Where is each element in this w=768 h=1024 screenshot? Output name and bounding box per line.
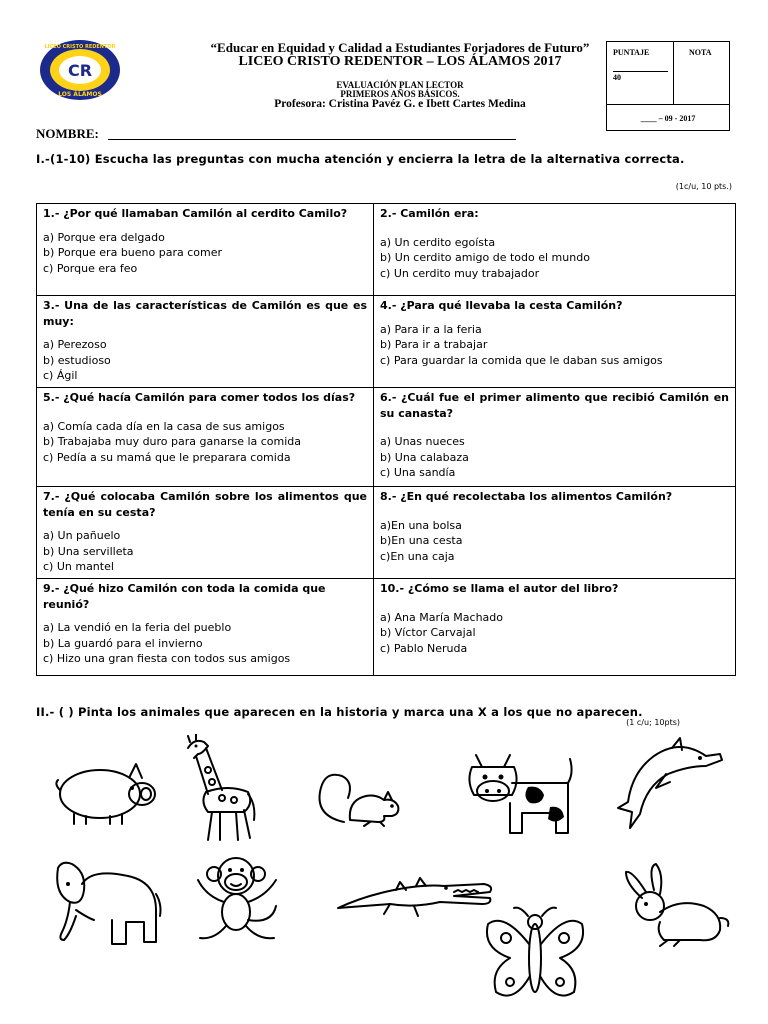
butterfly-drawing[interactable] (480, 904, 590, 1012)
logo-monogram: CR (67, 61, 93, 80)
dolphin-drawing[interactable] (610, 736, 724, 834)
name-label: NOMBRE: (36, 126, 99, 141)
question-cell-4 (374, 296, 736, 388)
option-b[interactable]: b) Una servilleta (43, 544, 134, 558)
option-a[interactable]: a) Unas nueces (380, 435, 465, 448)
option-b[interactable]: b) Un cerdito amigo de todo el mundo (380, 251, 590, 264)
name-field[interactable] (108, 139, 516, 140)
question-text: 6.- ¿Cuál fue el primer alimento que recibió Camilón en su canasta? (380, 391, 729, 420)
question-text: 2.- Camilón era: (380, 207, 479, 220)
question-cell-8 (374, 487, 736, 579)
option-c[interactable]: c) Un cerdito muy trabajador (380, 266, 540, 280)
teachers-line: Profesora: Cristina Pavéz G. e Ibett Cartes Medina (274, 98, 526, 110)
pig-drawing[interactable] (52, 758, 162, 828)
score-entry-line[interactable] (613, 71, 668, 72)
logo-text-bottom: LOS ÁLAMOS (58, 91, 102, 98)
option-a[interactable]: a) La vendió en la feria del pueblo (43, 621, 232, 634)
option-c[interactable]: c)En una caja (380, 549, 455, 563)
section2-instruction: II.- ( ) Pinta los animales que aparecen en la historia y marca una X a los que no aparecen. (36, 705, 643, 719)
question-text: 8.- ¿En qué recolectaba los alimentos Camilón? (380, 490, 673, 503)
squirrel-drawing[interactable] (314, 764, 410, 828)
option-a[interactable]: a) Un pañuelo (43, 529, 121, 542)
logo-text-top: LICEO CRISTO REDENTOR (44, 44, 116, 50)
option-b[interactable]: b) La guardó para el invierno (43, 636, 203, 650)
question-cell-5 (37, 388, 374, 487)
option-c[interactable]: c) Porque era feo (43, 261, 138, 275)
question-text: 1.- ¿Por qué llamaban Camilón al cerdito Camilo? (43, 207, 348, 220)
option-a[interactable]: a) Comía cada día en la casa de sus amigos (43, 419, 285, 433)
question-text: 7.- ¿Qué colocaba Camilón sobre los alimentos que tenía en su cesta? (43, 490, 367, 519)
question-text: 9.- ¿Qué hizo Camilón con toda la comida que reunió? (43, 582, 326, 611)
option-a[interactable]: a) Perezoso (43, 338, 107, 351)
option-c[interactable]: c) Hizo una gran fiesta con todos sus amigos (43, 652, 291, 665)
question-cell-6 (374, 388, 736, 487)
elephant-drawing[interactable] (48, 854, 164, 950)
school-motto: “Educar en Equidad y Calidad a Estudiantes Forjadores de Futuro” (210, 40, 590, 55)
option-b[interactable]: b) Trabajaba muy duro para ganarse la comida (43, 435, 302, 448)
option-b[interactable]: b) estudioso (43, 353, 111, 367)
score-box (606, 41, 730, 131)
option-a[interactable]: a) Ana María Machado (380, 610, 504, 624)
option-a[interactable]: a) Un cerdito egoísta (380, 235, 496, 249)
question-text: 5.- ¿Qué hacía Camilón para comer todos los días? (43, 391, 356, 404)
date-field[interactable]: ____ – 09 - 2017 (640, 114, 696, 123)
question-cell-9 (37, 579, 374, 676)
question-text: 3.- Una de las características de Camilón es que es muy: (43, 299, 367, 328)
grade-label: NOTA (689, 48, 712, 57)
score-max: 40 (613, 73, 621, 82)
option-c[interactable]: c) Ágil (43, 369, 78, 382)
rabbit-drawing[interactable] (620, 862, 732, 948)
option-a[interactable]: a) Para ir a la feria (380, 322, 482, 336)
option-c[interactable]: c) Pedía a su mamá que le preparara comida (43, 450, 291, 464)
section2-points: (1 c/u; 10pts) (626, 718, 680, 727)
option-b[interactable]: b) Una calabaza (380, 450, 469, 464)
section1-instruction: I.-(1-10) Escucha las preguntas con mucha atención y encierra la letra de la alternativa correcta. (36, 152, 685, 166)
option-b[interactable]: b)En una cesta (380, 534, 463, 547)
option-c[interactable]: c) Un mantel (43, 560, 114, 573)
grade-levels: PRIMEROS AÑOS BÁSICOS. (340, 89, 460, 99)
evaluation-type: EVALUACIÓN PLAN LECTOR (336, 80, 464, 90)
section1-points: (1c/u, 10 pts.) (675, 182, 732, 191)
score-label: PUNTAJE (613, 48, 650, 57)
option-b[interactable]: b) Víctor Carvajal (380, 626, 476, 639)
crocodile-drawing[interactable] (334, 868, 496, 918)
option-c[interactable]: c) Una sandía (380, 466, 456, 479)
question-cell-10 (374, 579, 736, 676)
school-name: LICEO CRISTO REDENTOR – LOS ÁLAMOS 2017 (238, 54, 562, 69)
cow-drawing[interactable] (452, 747, 576, 841)
question-cell-7 (37, 487, 374, 579)
option-b[interactable]: b) Porque era bueno para comer (43, 246, 223, 259)
question-cell-2 (374, 204, 736, 296)
option-a[interactable]: a)En una bolsa (380, 518, 462, 532)
option-a[interactable]: a) Porque era delgado (43, 230, 165, 244)
monkey-drawing[interactable] (186, 850, 290, 954)
school-logo (38, 38, 122, 102)
question-cell-3 (37, 296, 374, 388)
question-text: 10.- ¿Cómo se llama el autor del libro? (380, 582, 619, 595)
option-b[interactable]: b) Para ir a trabajar (380, 338, 488, 351)
giraffe-drawing[interactable] (178, 734, 260, 842)
option-c[interactable]: c) Pablo Neruda (380, 641, 468, 655)
option-c[interactable]: c) Para guardar la comida que le daban sus amigos (380, 353, 663, 367)
question-cell-1 (37, 204, 374, 296)
question-text: 4.- ¿Para qué llevaba la cesta Camilón? (380, 299, 623, 312)
questions-table (36, 203, 736, 676)
